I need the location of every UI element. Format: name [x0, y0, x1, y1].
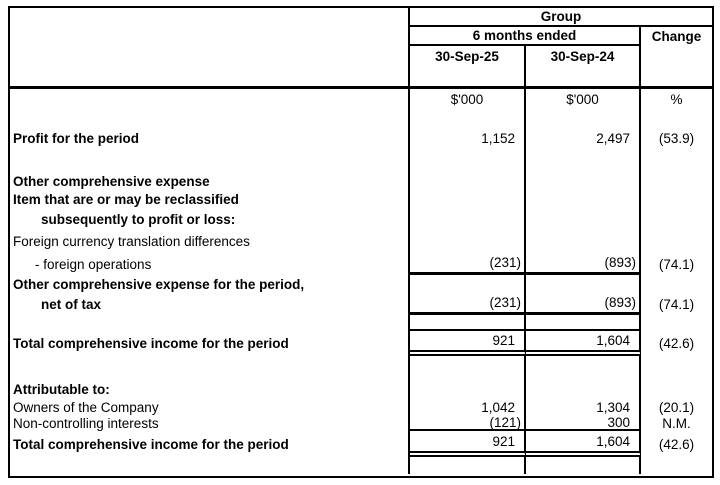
change-value: (42.6): [658, 436, 695, 452]
value-30-sep-24: [526, 229, 641, 253]
change-value: [641, 110, 712, 129]
value-30-sep-25: 921: [410, 431, 526, 457]
row-label: Attributable to:: [10, 380, 410, 398]
row-label: Total comprehensive income for the period: [10, 431, 410, 457]
row-total-comprehensive-income: [10, 331, 712, 356]
value-30-sep-24: 1,604: [526, 331, 641, 356]
change-value: [641, 380, 712, 398]
row-total-comprehensive-income-attributable: [10, 431, 712, 457]
change-value: [641, 457, 712, 474]
header-empty-cell: [10, 8, 410, 86]
value-30-sep-25: 1,042: [410, 398, 526, 416]
value-30-sep-24: 2,497: [526, 129, 641, 148]
change-value: N.M.: [662, 416, 691, 431]
value-30-sep-25: [410, 315, 526, 331]
row-label: Owners of the Company: [10, 398, 410, 416]
row-net-of-tax: [10, 293, 712, 315]
value-30-sep-25: (231): [410, 253, 526, 275]
spacer-row: [10, 457, 712, 474]
row-label: [10, 110, 410, 129]
row-other-comprehensive-expense-for-period: [10, 275, 712, 293]
change-value: [641, 172, 712, 190]
value-30-sep-25: [410, 172, 526, 190]
spacer-row: [10, 356, 712, 380]
value-30-sep-24: [526, 209, 641, 229]
row-label: Other comprehensive expense for the period,: [10, 275, 410, 293]
value-30-sep-24: 1,604: [526, 431, 641, 457]
value-30-sep-24: [526, 110, 641, 129]
value-30-sep-25: [410, 457, 526, 474]
value-30-sep-24: [526, 148, 641, 172]
spacer-row: [10, 148, 712, 172]
value-30-sep-25: (121): [410, 416, 526, 431]
column-header-change: Change: [651, 29, 702, 44]
value-30-sep-24: [526, 457, 641, 474]
change-value: (53.9): [658, 131, 695, 146]
change-value: [641, 209, 712, 229]
column-header-group: Group: [410, 8, 712, 27]
change-value: [641, 190, 712, 209]
row-label: Other comprehensive expense: [10, 172, 410, 190]
row-label: Foreign currency translation differences: [10, 229, 410, 253]
row-label: Profit for the period: [10, 129, 410, 148]
value-30-sep-25: [410, 229, 526, 253]
value-30-sep-24: 1,304: [526, 398, 641, 416]
spacer-row: [10, 315, 712, 331]
row-label: - foreign operations: [10, 253, 410, 275]
change-value: [641, 356, 712, 380]
column-header-30-sep-24: 30-Sep-24: [526, 46, 641, 86]
value-30-sep-24: [526, 380, 641, 398]
value-30-sep-24: [526, 356, 641, 380]
value-30-sep-25: [410, 110, 526, 129]
row-foreign-operations: [10, 253, 712, 275]
units-label-change: %: [670, 92, 683, 107]
change-value: [641, 315, 712, 331]
value-30-sep-25: [410, 275, 526, 293]
change-value: (74.1): [658, 256, 695, 272]
change-value: (74.1): [658, 296, 695, 312]
column-header-30-sep-25: 30-Sep-25: [410, 46, 526, 86]
spacer-row: [10, 110, 712, 129]
value-30-sep-25: [410, 356, 526, 380]
row-label: Non-controlling interests: [10, 416, 410, 431]
change-value: [641, 229, 712, 253]
units-row: [10, 89, 712, 110]
value-30-sep-25: [410, 190, 526, 209]
row-non-controlling-interests: [10, 416, 712, 431]
units-label-col2: $'000: [526, 89, 641, 110]
row-label: Total comprehensive income for the period: [10, 331, 410, 356]
comprehensive-income-statement-table: [8, 6, 714, 478]
change-value: (42.6): [658, 336, 695, 351]
value-30-sep-25: [410, 148, 526, 172]
column-header-period: 6 months ended: [410, 27, 641, 46]
row-label: net of tax: [10, 293, 410, 315]
change-value: [641, 275, 712, 293]
value-30-sep-24: (893): [526, 253, 641, 275]
units-empty-cell: [10, 89, 410, 110]
row-label: subsequently to profit or loss:: [10, 209, 410, 229]
value-30-sep-25: 921: [410, 331, 526, 356]
value-30-sep-25: (231): [410, 293, 526, 315]
row-profit-for-the-period: [10, 129, 712, 148]
value-30-sep-25: [410, 380, 526, 398]
row-label: [10, 457, 410, 474]
row-label: [10, 148, 410, 172]
value-30-sep-24: [526, 315, 641, 331]
value-30-sep-24: [526, 190, 641, 209]
row-label: Item that are or may be reclassified: [10, 190, 410, 209]
value-30-sep-25: [410, 209, 526, 229]
row-other-comprehensive-expense: [10, 172, 712, 190]
value-30-sep-24: 300: [526, 416, 641, 431]
change-value: (20.1): [658, 399, 695, 415]
row-label: [10, 356, 410, 380]
row-foreign-currency-translation-differences: [10, 229, 712, 253]
table-header: [10, 8, 712, 89]
value-30-sep-24: [526, 172, 641, 190]
value-30-sep-24: [526, 275, 641, 293]
value-30-sep-25: 1,152: [410, 129, 526, 148]
row-attributable-to: [10, 380, 712, 398]
row-label: [10, 315, 410, 331]
row-owners-of-the-company: [10, 398, 712, 416]
row-subsequently-to-profit-or-loss: [10, 209, 712, 229]
units-label-col1: $'000: [410, 89, 526, 110]
change-value: [641, 148, 712, 172]
value-30-sep-24: (893): [526, 293, 641, 315]
row-item-reclassified: [10, 190, 712, 209]
